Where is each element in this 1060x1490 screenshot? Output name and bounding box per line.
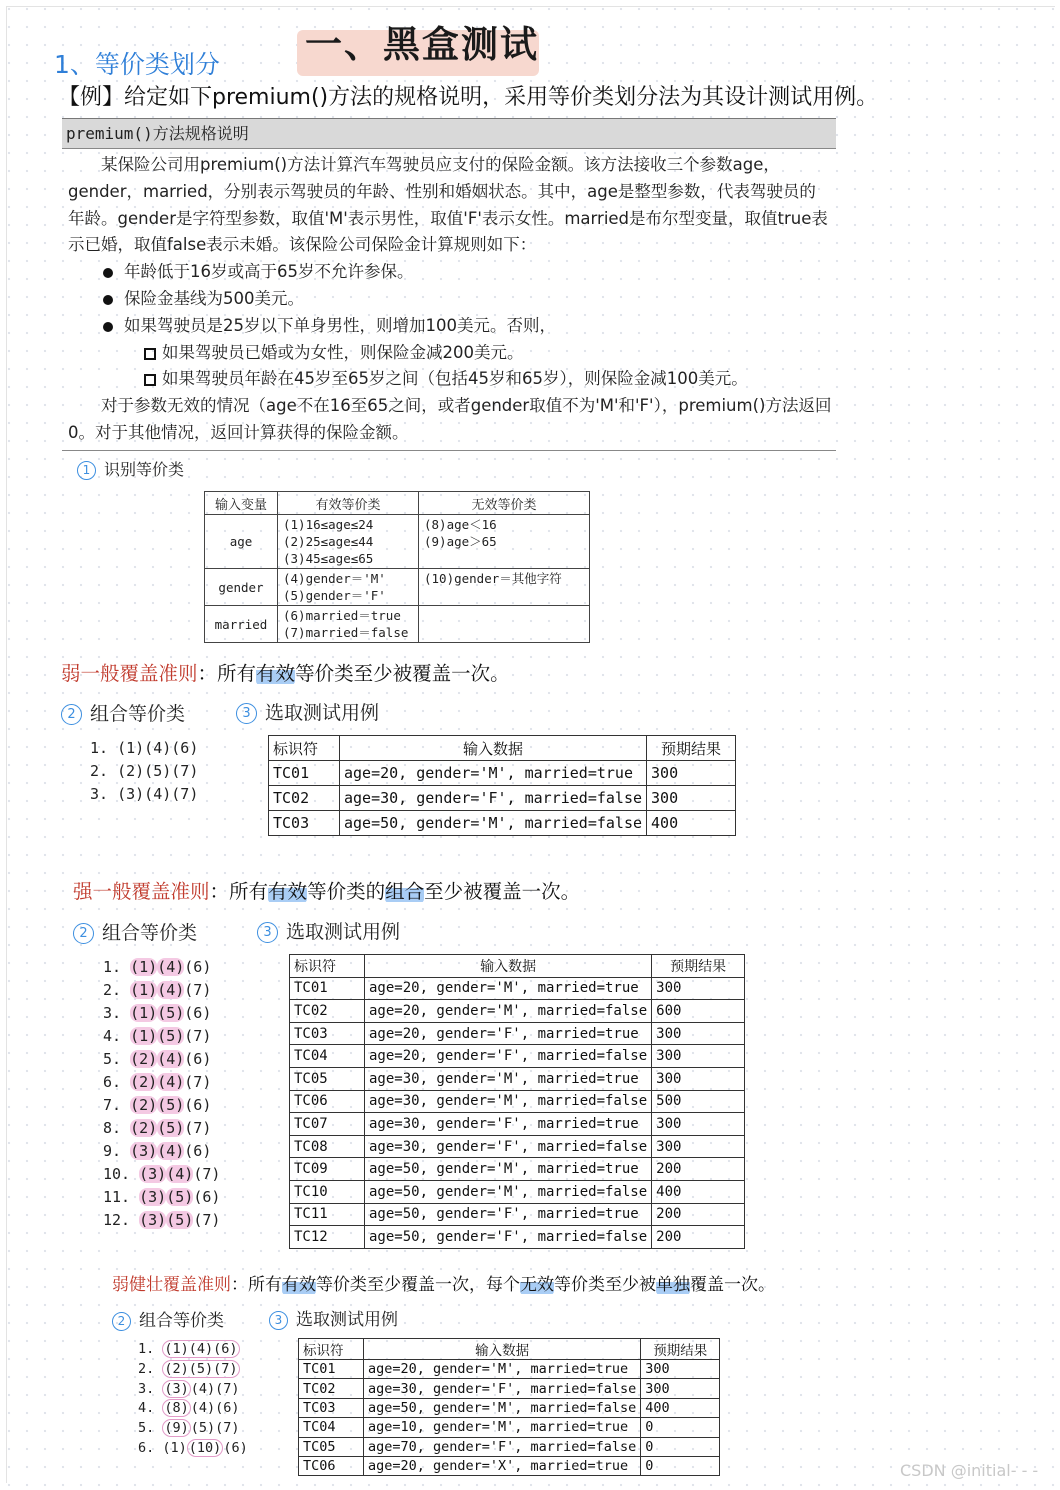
spec-header: premium()方法规格说明 xyxy=(62,118,836,149)
criterion-text: 覆盖一次。 xyxy=(690,1275,775,1295)
class-ref: (3) xyxy=(139,1211,167,1229)
class-ref: (1) xyxy=(162,1439,187,1456)
spec-paragraph: 对于参数无效的情况（age不在16至65之间，或者gender取值不为'M'和'F'），premium()方法返回0。对于其他情况，返回计算获得的保险金额。 xyxy=(68,396,832,442)
list-item xyxy=(103,1094,220,1117)
class-ref: (6) xyxy=(184,1004,212,1022)
weak-normal-step2 xyxy=(61,699,185,726)
expected-result: 300 xyxy=(652,1022,745,1045)
test-id: TC11 xyxy=(290,1203,365,1226)
table-row xyxy=(290,1203,745,1226)
list-item xyxy=(103,979,220,1002)
test-id: TC01 xyxy=(290,977,365,1000)
test-id: TC02 xyxy=(290,1000,365,1023)
strong-normal-step3 xyxy=(257,917,400,944)
class-ref: (6) xyxy=(184,1142,212,1160)
input-variable: married xyxy=(205,606,278,643)
step-label: 选取测试用例 xyxy=(296,1310,398,1330)
input-data: age=30, gender='M', married=true xyxy=(365,1067,652,1090)
class-ref: (5) xyxy=(157,1004,185,1022)
test-id: TC03 xyxy=(290,1022,365,1045)
table-header: 标识符 xyxy=(290,955,365,978)
table-row xyxy=(290,1045,745,1068)
list-item xyxy=(138,1340,248,1360)
expected-result: 300 xyxy=(647,761,736,786)
strong-normal-combos xyxy=(103,956,220,1232)
valid-class: (4)gender＝'M' xyxy=(283,571,386,586)
list-number: 4. xyxy=(138,1400,155,1417)
expected-result: 300 xyxy=(652,1113,745,1136)
invalid-class: (9)age＞65 xyxy=(424,534,497,549)
expected-result: 400 xyxy=(641,1398,720,1417)
invalid-classes xyxy=(419,515,590,569)
input-data: age=30, gender='F', married=false xyxy=(365,1135,652,1158)
valid-classes xyxy=(278,606,419,643)
table-row xyxy=(290,1226,745,1249)
valid-class: (7)married＝false xyxy=(283,625,409,640)
table-row xyxy=(269,811,736,836)
test-id: TC06 xyxy=(290,1090,365,1113)
input-data: age=20, gender='M', married=true xyxy=(340,761,647,786)
class-ref: (3) xyxy=(130,1142,158,1160)
expected-result: 200 xyxy=(652,1203,745,1226)
criterion-name: 强一般覆盖准则 xyxy=(73,880,210,903)
list-number: 6. xyxy=(103,1073,122,1091)
spec-paragraph: 某保险公司用premium()方法计算汽车驾驶员应支付的保险金额。该方法接收三个参数age，gender，married，分别表示驾驶员的年龄、性别和婚姻状态。其中，age是整型参数，代表驾驶员的年龄。gender是字符型参数，取值'M'表示男性，取值'F'表示女性。married是布尔型变量，取值true表示已婚，取值false表示未婚。该保险公司保险金计算规则如下： xyxy=(68,155,828,255)
expected-result: 400 xyxy=(647,811,736,836)
input-data: age=50, gender='M', married=false xyxy=(365,1180,652,1203)
test-id: TC02 xyxy=(299,1379,364,1398)
step-label: 组合等价类 xyxy=(102,922,198,944)
spec-bullet: 年龄低于16岁或高于65岁不允许参保。 xyxy=(68,259,832,286)
input-data: age=20, gender='M', married=true xyxy=(364,1360,641,1379)
list-item xyxy=(138,1380,248,1400)
list-item xyxy=(103,1002,220,1025)
weak-normal-criterion xyxy=(61,658,510,686)
class-ref: (9) xyxy=(164,1420,189,1437)
weak-robust-criterion xyxy=(112,1270,775,1295)
test-id: TC09 xyxy=(290,1158,365,1181)
page-title: 一、黑盒测试 xyxy=(305,23,539,66)
class-ref: (7) xyxy=(193,1211,221,1229)
list-item xyxy=(103,956,220,979)
list-number: 7. xyxy=(103,1096,122,1114)
step-number: 2 xyxy=(112,1312,131,1331)
step-label: 组合等价类 xyxy=(90,703,186,725)
expected-result: 300 xyxy=(641,1360,720,1379)
test-id: TC04 xyxy=(299,1418,364,1437)
step-number: 2 xyxy=(61,704,82,725)
valid-class: (3)45≤age≤65 xyxy=(283,551,374,566)
list-item xyxy=(138,1419,248,1439)
strong-normal-test-table xyxy=(289,954,745,1249)
list-number: 12. xyxy=(103,1211,131,1229)
table-row xyxy=(205,606,590,643)
class-ref: (4) xyxy=(157,958,185,976)
class-ref: (4) xyxy=(166,1165,194,1183)
class-ref: (4)(7) xyxy=(190,1380,240,1397)
class-ref: (7) xyxy=(184,1119,212,1137)
table-row xyxy=(290,1022,745,1045)
table-row xyxy=(269,761,736,786)
table-row xyxy=(299,1437,720,1456)
class-ref: (5) xyxy=(157,1119,185,1137)
expected-result: 300 xyxy=(652,1135,745,1158)
weak-robust-step2 xyxy=(112,1306,224,1331)
class-ref: (5)(7) xyxy=(190,1420,240,1437)
class-ref: (4) xyxy=(157,981,185,999)
expected-result: 300 xyxy=(647,786,736,811)
class-ref: (2) xyxy=(130,1119,158,1137)
list-number: 1. xyxy=(138,1341,155,1357)
expected-result: 0 xyxy=(641,1456,720,1475)
weak-robust-combos xyxy=(138,1340,248,1459)
class-ref: (3) xyxy=(164,1380,189,1397)
criterion-text: 等价类至少被覆盖一次。 xyxy=(295,662,510,685)
strong-normal-criterion xyxy=(73,876,580,904)
test-id: TC08 xyxy=(290,1135,365,1158)
class-ref: (7) xyxy=(184,981,212,999)
step-label: 选取测试用例 xyxy=(265,702,380,724)
input-data: age=50, gender='M', married=true xyxy=(365,1158,652,1181)
class-ref: (5) xyxy=(166,1188,194,1206)
test-id: TC05 xyxy=(290,1067,365,1090)
input-data: age=50, gender='M', married=false xyxy=(340,811,647,836)
criterion-sep: ： xyxy=(209,880,230,903)
class-ref: (3) xyxy=(139,1188,167,1206)
criterion-sep: ： xyxy=(231,1275,248,1295)
table-row xyxy=(299,1379,720,1398)
class-ref: (4) xyxy=(157,1142,185,1160)
criterion-text: 所有 xyxy=(248,1275,282,1295)
class-ref: (7) xyxy=(184,1073,212,1091)
list-number: 3. xyxy=(103,1004,122,1022)
input-data: age=70, gender='F', married=false xyxy=(364,1437,641,1456)
list-item xyxy=(103,1071,220,1094)
equivalence-class-table xyxy=(204,491,590,643)
test-id: TC04 xyxy=(290,1045,365,1068)
class-ref: (1)(4)(6) xyxy=(164,1341,238,1357)
expected-result: 200 xyxy=(652,1158,745,1181)
table-header: 输入数据 xyxy=(365,955,652,978)
class-ref: (8) xyxy=(164,1400,189,1417)
class-ref: (4)(6) xyxy=(190,1400,240,1417)
expected-result: 300 xyxy=(652,1045,745,1068)
spec-sub-bullet: 如果驾驶员年龄在45岁至65岁之间（包括45岁和65岁），则保险金减100美元。 xyxy=(68,366,832,393)
class-ref: (7) xyxy=(184,1027,212,1045)
class-ref: (5) xyxy=(166,1211,194,1229)
criterion-text: 所有 xyxy=(217,662,257,685)
expected-result: 600 xyxy=(652,1000,745,1023)
input-data: age=30, gender='F', married=true xyxy=(365,1113,652,1136)
list-number: 2. xyxy=(103,981,122,999)
expected-result: 400 xyxy=(652,1180,745,1203)
table-header: 输入数据 xyxy=(364,1339,641,1360)
step-label: 组合等价类 xyxy=(139,1311,224,1331)
invalid-classes xyxy=(419,606,590,643)
invalid-class: (10)gender＝其他字符 xyxy=(424,571,562,586)
expected-result: 0 xyxy=(641,1418,720,1437)
input-data: age=20, gender='X', married=true xyxy=(364,1456,641,1475)
table-header: 有效等价类 xyxy=(278,492,419,515)
step1-heading xyxy=(77,457,184,480)
test-id: TC07 xyxy=(290,1113,365,1136)
list-number: 5. xyxy=(103,1050,122,1068)
input-data: age=20, gender='F', married=false xyxy=(365,1045,652,1068)
criterion-text: 至少被覆盖一次。 xyxy=(424,880,581,903)
input-data: age=50, gender='F', married=true xyxy=(365,1203,652,1226)
valid-class: (6)married＝true xyxy=(283,608,401,623)
valid-classes xyxy=(278,515,419,569)
input-data: age=30, gender='F', married=false xyxy=(340,786,647,811)
class-ref: (4) xyxy=(157,1073,185,1091)
list-number: 9. xyxy=(103,1142,122,1160)
criterion-name: 弱健壮覆盖准则 xyxy=(112,1275,231,1295)
class-ref: (1) xyxy=(130,1027,158,1045)
list-item xyxy=(103,1186,220,1209)
table-row xyxy=(299,1360,720,1379)
table-row xyxy=(290,1135,745,1158)
weak-normal-test-table xyxy=(268,735,736,836)
table-row xyxy=(290,1067,745,1090)
criterion-highlight: 单独 xyxy=(656,1275,690,1295)
intro-text: 【例】给定如下premium()方法的规格说明，采用等价类划分法为其设计测试用例。 xyxy=(58,85,879,110)
table-row xyxy=(299,1398,720,1417)
spec-bullet: 如果驾驶员是25岁以下单身男性，则增加100美元。否则， xyxy=(68,313,832,340)
input-data: age=30, gender='M', married=false xyxy=(365,1090,652,1113)
list-number: 2. xyxy=(138,1360,155,1377)
class-ref: (3) xyxy=(139,1165,167,1183)
criterion-highlight: 组合 xyxy=(385,880,425,903)
list-item xyxy=(103,1163,220,1186)
criterion-text: 等价类的 xyxy=(307,880,386,903)
input-variable: age xyxy=(205,515,278,569)
class-ref: (1) xyxy=(130,1004,158,1022)
input-variable: gender xyxy=(205,569,278,606)
expected-result: 300 xyxy=(652,977,745,1000)
criterion-highlight: 无效 xyxy=(520,1275,554,1295)
test-id: TC12 xyxy=(290,1226,365,1249)
invalid-classes xyxy=(419,569,590,606)
class-ref: (1) xyxy=(130,981,158,999)
test-id: TC02 xyxy=(269,786,340,811)
class-ref: (6) xyxy=(223,1439,248,1456)
criterion-name: 弱一般覆盖准则 xyxy=(61,662,198,685)
list-item xyxy=(103,1117,220,1140)
test-id: TC06 xyxy=(299,1456,364,1475)
list-item: 1. (1)(4)(6) xyxy=(90,739,199,757)
table-header: 无效等价类 xyxy=(419,492,590,515)
class-ref: (2)(5)(7) xyxy=(164,1360,238,1377)
expected-result: 300 xyxy=(641,1379,720,1398)
table-row xyxy=(290,1180,745,1203)
table-row xyxy=(205,569,590,606)
input-data: age=20, gender='F', married=true xyxy=(365,1022,652,1045)
table-row xyxy=(290,1000,745,1023)
class-ref: (5) xyxy=(157,1027,185,1045)
expected-result: 0 xyxy=(641,1437,720,1456)
class-ref: (6) xyxy=(184,1050,212,1068)
table-header: 标识符 xyxy=(299,1339,364,1360)
test-id: TC03 xyxy=(269,811,340,836)
input-data: age=50, gender='F', married=false xyxy=(365,1226,652,1249)
list-number: 3. xyxy=(138,1380,155,1397)
spec-body xyxy=(62,149,836,451)
test-id: TC01 xyxy=(299,1360,364,1379)
list-item: 3. (3)(4)(7) xyxy=(90,785,199,803)
step-number: 3 xyxy=(257,922,278,943)
invalid-class: (8)age＜16 xyxy=(424,517,497,532)
test-id: TC05 xyxy=(299,1437,364,1456)
table-header: 预期结果 xyxy=(641,1339,720,1360)
list-item xyxy=(138,1439,248,1459)
table-header: 输入数据 xyxy=(340,736,647,761)
class-ref: (1) xyxy=(130,958,158,976)
class-ref: (5) xyxy=(157,1096,185,1114)
criterion-text: 所有 xyxy=(229,880,269,903)
table-header: 预期结果 xyxy=(647,736,736,761)
list-number: 11. xyxy=(103,1188,131,1206)
watermark: CSDN @initial- - - xyxy=(900,1461,1039,1480)
table-header: 预期结果 xyxy=(652,955,745,978)
table-row xyxy=(290,1090,745,1113)
list-item xyxy=(103,1209,220,1232)
input-data: age=30, gender='F', married=false xyxy=(364,1379,641,1398)
input-data: age=50, gender='M', married=false xyxy=(364,1398,641,1417)
valid-class: (5)gender＝'F' xyxy=(283,588,386,603)
criterion-highlight: 有效 xyxy=(256,662,296,685)
list-item xyxy=(138,1360,248,1380)
class-ref: (6) xyxy=(193,1188,221,1206)
criterion-sep: ： xyxy=(197,662,218,685)
table-header: 标识符 xyxy=(269,736,340,761)
expected-result: 200 xyxy=(652,1226,745,1249)
step-number: 2 xyxy=(73,923,94,944)
valid-class: (2)25≤age≤44 xyxy=(283,534,374,549)
expected-result: 500 xyxy=(652,1090,745,1113)
class-ref: (7) xyxy=(193,1165,221,1183)
expected-result: 300 xyxy=(652,1067,745,1090)
step-label: 选取测试用例 xyxy=(286,921,401,943)
list-number: 6. xyxy=(138,1439,155,1456)
list-number: 8. xyxy=(103,1119,122,1137)
spec-bullet: 保险金基线为500美元。 xyxy=(68,286,832,313)
spec-sub-bullet: 如果驾驶员已婚或为女性，则保险金减200美元。 xyxy=(68,340,832,367)
input-data: age=20, gender='M', married=true xyxy=(365,977,652,1000)
test-id: TC03 xyxy=(299,1398,364,1417)
list-number: 4. xyxy=(103,1027,122,1045)
test-id: TC10 xyxy=(290,1180,365,1203)
strong-normal-step2 xyxy=(73,918,197,945)
section-heading: 1、等价类划分 xyxy=(54,50,220,79)
input-data: age=20, gender='M', married=false xyxy=(365,1000,652,1023)
valid-class: (1)16≤age≤24 xyxy=(283,517,374,532)
list-item xyxy=(103,1025,220,1048)
table-row xyxy=(269,786,736,811)
table-row xyxy=(290,977,745,1000)
table-row xyxy=(290,1113,745,1136)
input-data: age=10, gender='M', married=true xyxy=(364,1418,641,1437)
list-item: 2. (2)(5)(7) xyxy=(90,762,199,780)
class-ref: (2) xyxy=(130,1050,158,1068)
table-row xyxy=(299,1418,720,1437)
table-row xyxy=(299,1456,720,1475)
criterion-highlight: 有效 xyxy=(282,1275,316,1295)
criterion-text: 等价类至少被 xyxy=(554,1275,656,1295)
class-ref: (6) xyxy=(184,1096,212,1114)
list-item xyxy=(138,1399,248,1419)
spec-box xyxy=(62,118,836,451)
class-ref: (4) xyxy=(157,1050,185,1068)
step-number: 3 xyxy=(236,703,257,724)
list-item xyxy=(103,1048,220,1071)
table-row xyxy=(205,515,590,569)
table-header: 输入变量 xyxy=(205,492,278,515)
list-number: 5. xyxy=(138,1420,155,1437)
list-number: 10. xyxy=(103,1165,131,1183)
class-ref: (2) xyxy=(130,1073,158,1091)
weak-normal-combos xyxy=(90,737,198,806)
criterion-highlight: 有效 xyxy=(268,880,308,903)
criterion-text: 等价类至少覆盖一次，每个 xyxy=(316,1275,520,1295)
table-row xyxy=(290,1158,745,1181)
weak-robust-test-table xyxy=(298,1338,720,1476)
step-label: 识别等价类 xyxy=(104,460,185,479)
weak-robust-step3 xyxy=(269,1305,398,1330)
class-ref: (2) xyxy=(130,1096,158,1114)
weak-normal-step3 xyxy=(236,698,379,725)
test-id: TC01 xyxy=(269,761,340,786)
list-number: 1. xyxy=(103,958,122,976)
step-number: 1 xyxy=(77,461,96,480)
class-ref: (6) xyxy=(184,958,212,976)
class-ref: (10) xyxy=(188,1439,222,1456)
step-number: 3 xyxy=(269,1311,288,1330)
valid-classes xyxy=(278,569,419,606)
list-item xyxy=(103,1140,220,1163)
